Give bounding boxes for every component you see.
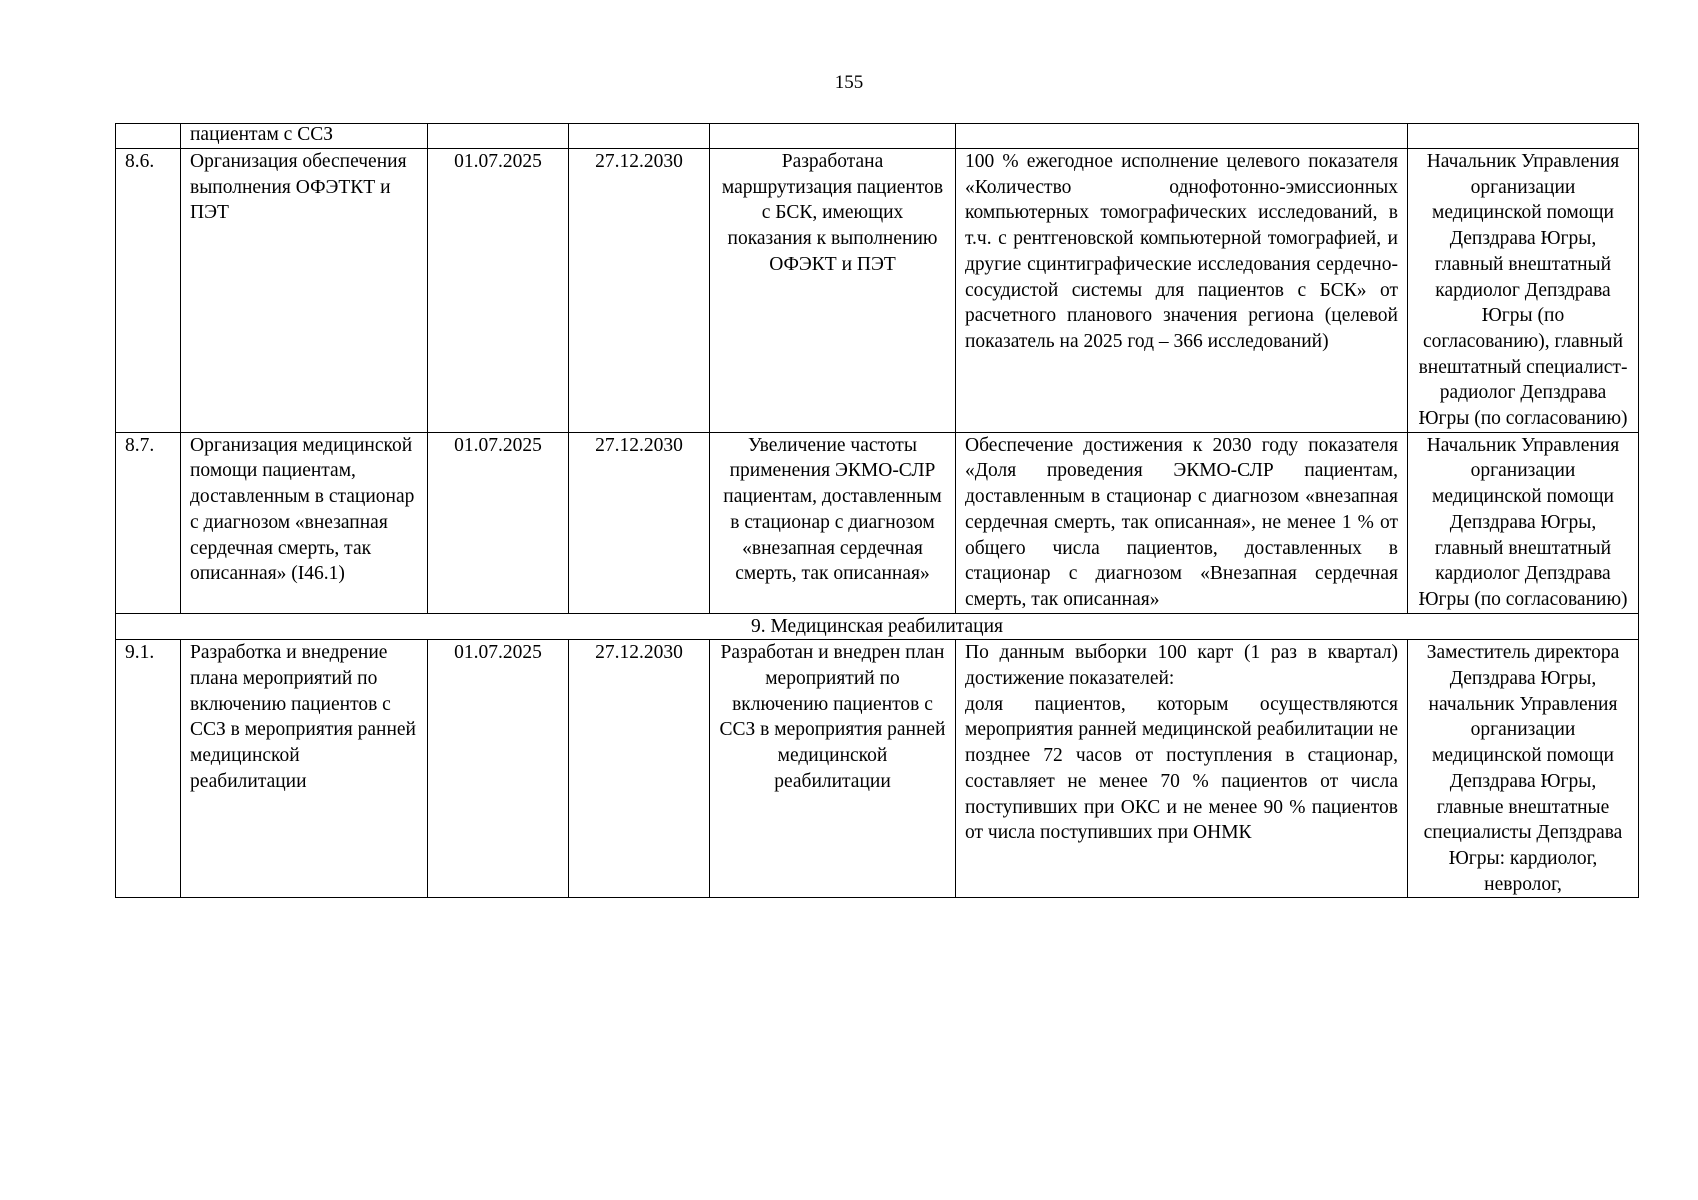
section-title: 9. Медицинская реабилитация — [116, 613, 1639, 640]
responsible-cell — [1408, 124, 1639, 149]
result-cell: Разработана маршрутизация пациентов с БСК, имеющих показания к выполнению ОФЭКТ и ПЭТ — [710, 149, 956, 433]
row-number: 9.1. — [116, 640, 181, 898]
start-date-cell: 01.07.2025 — [428, 149, 569, 433]
measure-cell: Организация обеспечения выполнения ОФЭТКТ и ПЭТ — [181, 149, 428, 433]
indicator-cell: 100 % ежегодное исполнение целевого показателя «Количество однофотонно-эмиссионных компьютерных томографических исследований, в т.ч. с рентгеновской компьютерной томографией, и другие сцинтиграфические исследования сердечно-сосудистой системы для пациентов с БСК» от расчетного планового значения региона (целевой показатель на 2025 год – 366 исследований) — [956, 149, 1408, 433]
indicator-cell: Обеспечение достижения к 2030 году показателя «Доля проведения ЭКМО-СЛР пациентам, доставленным в стационар с диагнозом «внезапная сердечная смерть, так описанная», не менее 1 % от общего числа пациентов, доставленных в стационар с диагнозом «Внезапная сердечная смерть, так описанная» — [956, 432, 1408, 613]
measure-cell: Организация медицинской помощи пациентам, доставленным в стационар с диагнозом «внезапная сердечная смерть, так описанная» (I46.1) — [181, 432, 428, 613]
end-date-cell: 27.12.2030 — [569, 640, 710, 898]
table-row — [116, 640, 1639, 898]
indicator-paragraph: По данным выборки 100 карт (1 раз в квартал) достижение показателей: — [965, 642, 1398, 690]
measure-cell: пациентам с ССЗ — [181, 124, 428, 149]
row-number — [116, 124, 181, 149]
end-date-cell: 27.12.2030 — [569, 149, 710, 433]
start-date-cell: 01.07.2025 — [428, 640, 569, 898]
indicator-cell — [956, 124, 1408, 149]
responsible-cell: Заместитель директора Депздрава Югры, начальник Управления организации медицинской помощи Депздрава Югры, главные внештатные специалисты Депздрава Югры: кардиолог, невролог, — [1408, 640, 1639, 898]
indicator-cell — [956, 640, 1408, 898]
responsible-cell: Начальник Управления организации медицинской помощи Депздрава Югры, главный внештатный кардиолог Депздрава Югры (по согласованию) — [1408, 432, 1639, 613]
result-cell: Увеличение частоты применения ЭКМО-СЛР пациентам, доставленным в стационар с диагнозом «внезапная сердечная смерть, так описанная» — [710, 432, 956, 613]
row-number: 8.6. — [116, 149, 181, 433]
table-row — [116, 149, 1639, 433]
row-number: 8.7. — [116, 432, 181, 613]
table-row — [116, 432, 1639, 613]
start-date-cell: 01.07.2025 — [428, 432, 569, 613]
section-row — [116, 613, 1639, 640]
indicator-paragraph: доля пациентов, которым осуществляются мероприятия ранней медицинской реабилитации не позднее 72 часов от поступления в стационар, составляет не менее 70 % пациентов от числа поступивших при ОКС и не менее 90 % пациентов от числа поступивших при ОНМК — [965, 693, 1398, 844]
measure-cell: Разработка и внедрение плана мероприятий по включению пациентов с ССЗ в мероприятия ранней медицинской реабилитации — [181, 640, 428, 898]
responsible-cell: Начальник Управления организации медицинской помощи Депздрава Югры, главный внештатный кардиолог Депздрава Югры (по согласованию), главный внештатный специалист-радиолог Депздрава Югры (по согласованию) — [1408, 149, 1639, 433]
page-number: 155 — [834, 72, 864, 93]
start-date-cell — [428, 124, 569, 149]
end-date-cell — [569, 124, 710, 149]
result-cell — [710, 124, 956, 149]
end-date-cell: 27.12.2030 — [569, 432, 710, 613]
plan-table — [115, 123, 1639, 898]
table-row-continued — [116, 124, 1639, 149]
result-cell: Разработан и внедрен план мероприятий по включению пациентов с ССЗ в мероприятия ранней медицинской реабилитации — [710, 640, 956, 898]
